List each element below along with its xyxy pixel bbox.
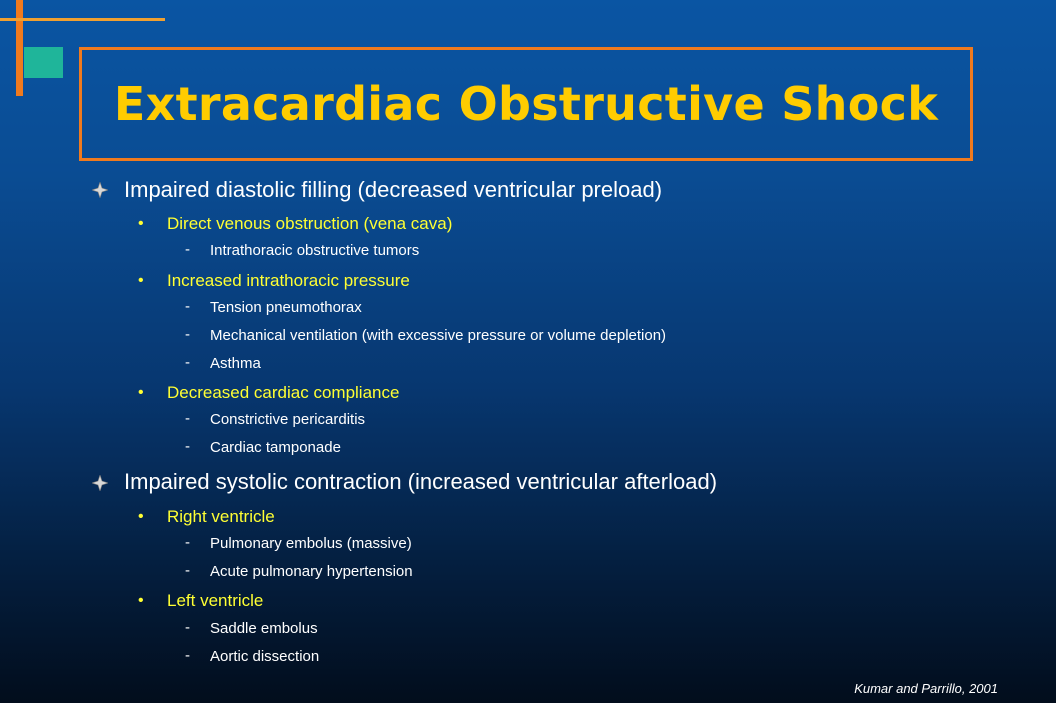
group-label: Increased intrathoracic pressure (167, 271, 410, 290)
dash-marker: - (185, 241, 190, 258)
dash-marker: - (185, 438, 190, 455)
dash-marker: - (185, 326, 190, 343)
decorative-teal-square (24, 47, 63, 78)
bullet-dot: • (138, 592, 144, 609)
list-item: Asthma (210, 355, 261, 372)
bullet-dot: • (138, 215, 144, 232)
bullet-dot: • (138, 384, 144, 401)
list-item: Pulmonary embolus (massive) (210, 535, 412, 552)
list-item: Intrathoracic obstructive tumors (210, 242, 420, 259)
list-item: Mechanical ventilation (with excessive pressure or volume depletion) (210, 327, 667, 344)
slide-title: Extracardiac Obstructive Shock (113, 77, 939, 131)
group-label: Left ventricle (167, 591, 264, 610)
dash-marker: - (185, 647, 190, 664)
list-item: Saddle embolus (210, 620, 318, 637)
decorative-orange-bar (16, 0, 23, 96)
group-label: Direct venous obstruction (vena cava) (167, 214, 453, 233)
group-label: Right ventricle (167, 507, 275, 526)
group-label: Decreased cardiac compliance (167, 383, 400, 402)
list-item: Aortic dissection (210, 648, 320, 665)
dash-marker: - (185, 298, 190, 315)
list-item: Tension pneumothorax (210, 299, 362, 316)
section-heading: Impaired systolic contraction (increased ventricular afterload) (124, 469, 718, 494)
dash-marker: - (185, 562, 190, 579)
decorative-line (0, 18, 165, 21)
title-frame (79, 47, 973, 161)
bullet-dot: • (138, 508, 144, 525)
list-item: Acute pulmonary hypertension (210, 563, 413, 580)
diamond-star-bullet-icon (92, 182, 108, 198)
dash-marker: - (185, 619, 190, 636)
citation: Kumar and Parrillo, 2001 (854, 681, 998, 696)
diamond-star-bullet-icon (92, 475, 108, 491)
dash-marker: - (185, 354, 190, 371)
section-heading: Impaired diastolic filling (decreased ventricular preload) (124, 177, 663, 202)
dash-marker: - (185, 410, 190, 427)
bullet-dot: • (138, 272, 144, 289)
list-item: Constrictive pericarditis (210, 411, 366, 428)
list-item: Cardiac tamponade (210, 439, 341, 456)
dash-marker: - (185, 534, 190, 551)
